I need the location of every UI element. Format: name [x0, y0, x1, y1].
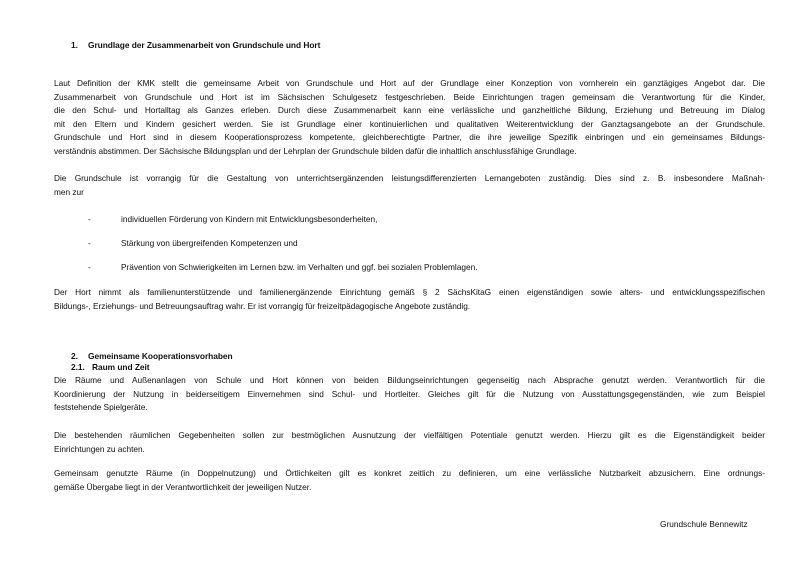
- text-line: mit den Eltern und Kindern gesichert werden. Sie ist Grundlage einer kontinuierlichen und qualitativen Weiterentwicklung der Ganztagsangebote an der Grundschule.: [54, 118, 765, 129]
- bullet-text: Stärkung von übergreifenden Kompetenzen und: [121, 238, 298, 248]
- text-line: Bildungs-, Erziehungs- und Betreuungsauftrag wahr. Er ist vorrangig für freizeitpädagogische Angebote zuständig.: [54, 300, 471, 311]
- text-line: Die Grundschule ist vorrangig für die Gestaltung von unterrichtsergänzenden leistungsdifferenzierten Lernangeboten zuständig. Dies sind z. B. insbesondere Maßnah-: [54, 173, 765, 183]
- text-line: verständnis abstimmen. Der Sächsische Bildungsplan und der Lehrplan der Grundschule bilden dafür die inhaltlich anschlussfähige Grundlage.: [54, 145, 577, 156]
- text-line: Der Hort nimmt als familienunterstützende und familienergänzende Einrichtung gemäß § 2 SächsKitaG einen eigenständigen sowie alters- und entwicklungsspezifischen: [54, 287, 765, 297]
- text-line: Die Räume und Außenanlagen von Schule und Hort können von beiden Bildungseinrichtungen gegenseitig nach Absprache genutzt werden. Verantwortlich für die: [54, 375, 765, 385]
- section-2-title: Gemeinsame Kooperationsvorhaben: [88, 351, 233, 361]
- subsection-2-1-title: Raum und Zeit: [92, 362, 150, 372]
- section-1-paragraph-3: [54, 286, 765, 313]
- subsection-2-1-heading: [71, 362, 150, 372]
- text-line: Koordinierung der Nutzung in beiderseitigem Einvernehmen sind Schul- und Hortleiter. Gleiches gilt für die Nutzung von Ausstattungsgegenständen, wie zum Beispiel: [54, 388, 765, 399]
- text-line: Die bestehenden räumlichen Gegebenheiten sollen zur bestmöglichen Ausnutzung der vielfältigen Potentiale genutzt werden. Hierzu gilt es die Eigenständigkeit beider: [54, 430, 765, 440]
- text-line: Grundschule und Hort sind in diesem Kooperationsprozess kompetente, gleichberechtigte Partner, die ihre jeweilige Spezifik einbringen und ein gemeinsames Bildungs-: [54, 132, 765, 143]
- text-line: Laut Definition der KMK stellt die gemeinsame Arbeit von Grundschule und Hort auf der Grundlage einer Konzeption von vornherein ein ganztägiges Angebot dar. Die: [54, 78, 765, 88]
- text-line: die den Schul- und Hortalltag als Ganzes erleben. Durch diese Zusammenarbeit kann eine verlässliche und ganzheitliche Bildung, Erziehung und Betreuung im Dialog: [54, 105, 765, 116]
- bullet-marker: -: [88, 214, 91, 224]
- text-line: gemäße Übergabe liegt in der Verantwortlichkeit der jeweiligen Nutzer.: [54, 481, 312, 492]
- text-line: feststehende Spielgeräte.: [54, 402, 148, 413]
- bullet-text: individuellen Förderung von Kindern mit Entwicklungsbesonderheiten,: [121, 214, 378, 224]
- subsection-2-1-paragraph-3: [54, 467, 765, 494]
- bullet-text: Prävention von Schwierigkeiten im Lernen bzw. im Verhalten und ggf. bei sozialen Problemlagen.: [121, 262, 478, 272]
- section-1-heading: [71, 40, 320, 50]
- subsection-2-1-number: 2.1.: [71, 362, 85, 372]
- bullet-marker: -: [88, 238, 91, 248]
- signature: Grundschule Bennewitz: [660, 519, 748, 529]
- section-1-paragraph-1: [54, 77, 765, 159]
- text-line: men zur: [54, 186, 84, 197]
- subsection-2-1-paragraph-2: [54, 429, 765, 456]
- text-line: Einrichtungen zu achten.: [54, 443, 145, 454]
- section-2-heading: [71, 351, 233, 361]
- section-1-paragraph-2: [54, 172, 765, 199]
- text-line: Gemeinsam genutzte Räume (in Doppelnutzung) und Örtlichkeiten gilt es konkret zeitlich zu definieren, um eine verlässliche Nutzbarkeit abzusichern. Eine ordnungs-: [54, 468, 765, 478]
- bullet-marker: -: [88, 262, 91, 272]
- section-2-number: 2.: [71, 351, 78, 361]
- section-1-number: 1.: [71, 40, 78, 50]
- text-line: Zusammenarbeit von Grundschule und Hort ist im Sächsischen Schulgesetz festgeschrieben. Beide Einrichtungen tragen gemeinsam die Verantwortung für die Kinder,: [54, 91, 765, 102]
- subsection-2-1-paragraph-1: [54, 374, 765, 415]
- section-1-title: Grundlage der Zusammenarbeit von Grundschule und Hort: [88, 40, 321, 50]
